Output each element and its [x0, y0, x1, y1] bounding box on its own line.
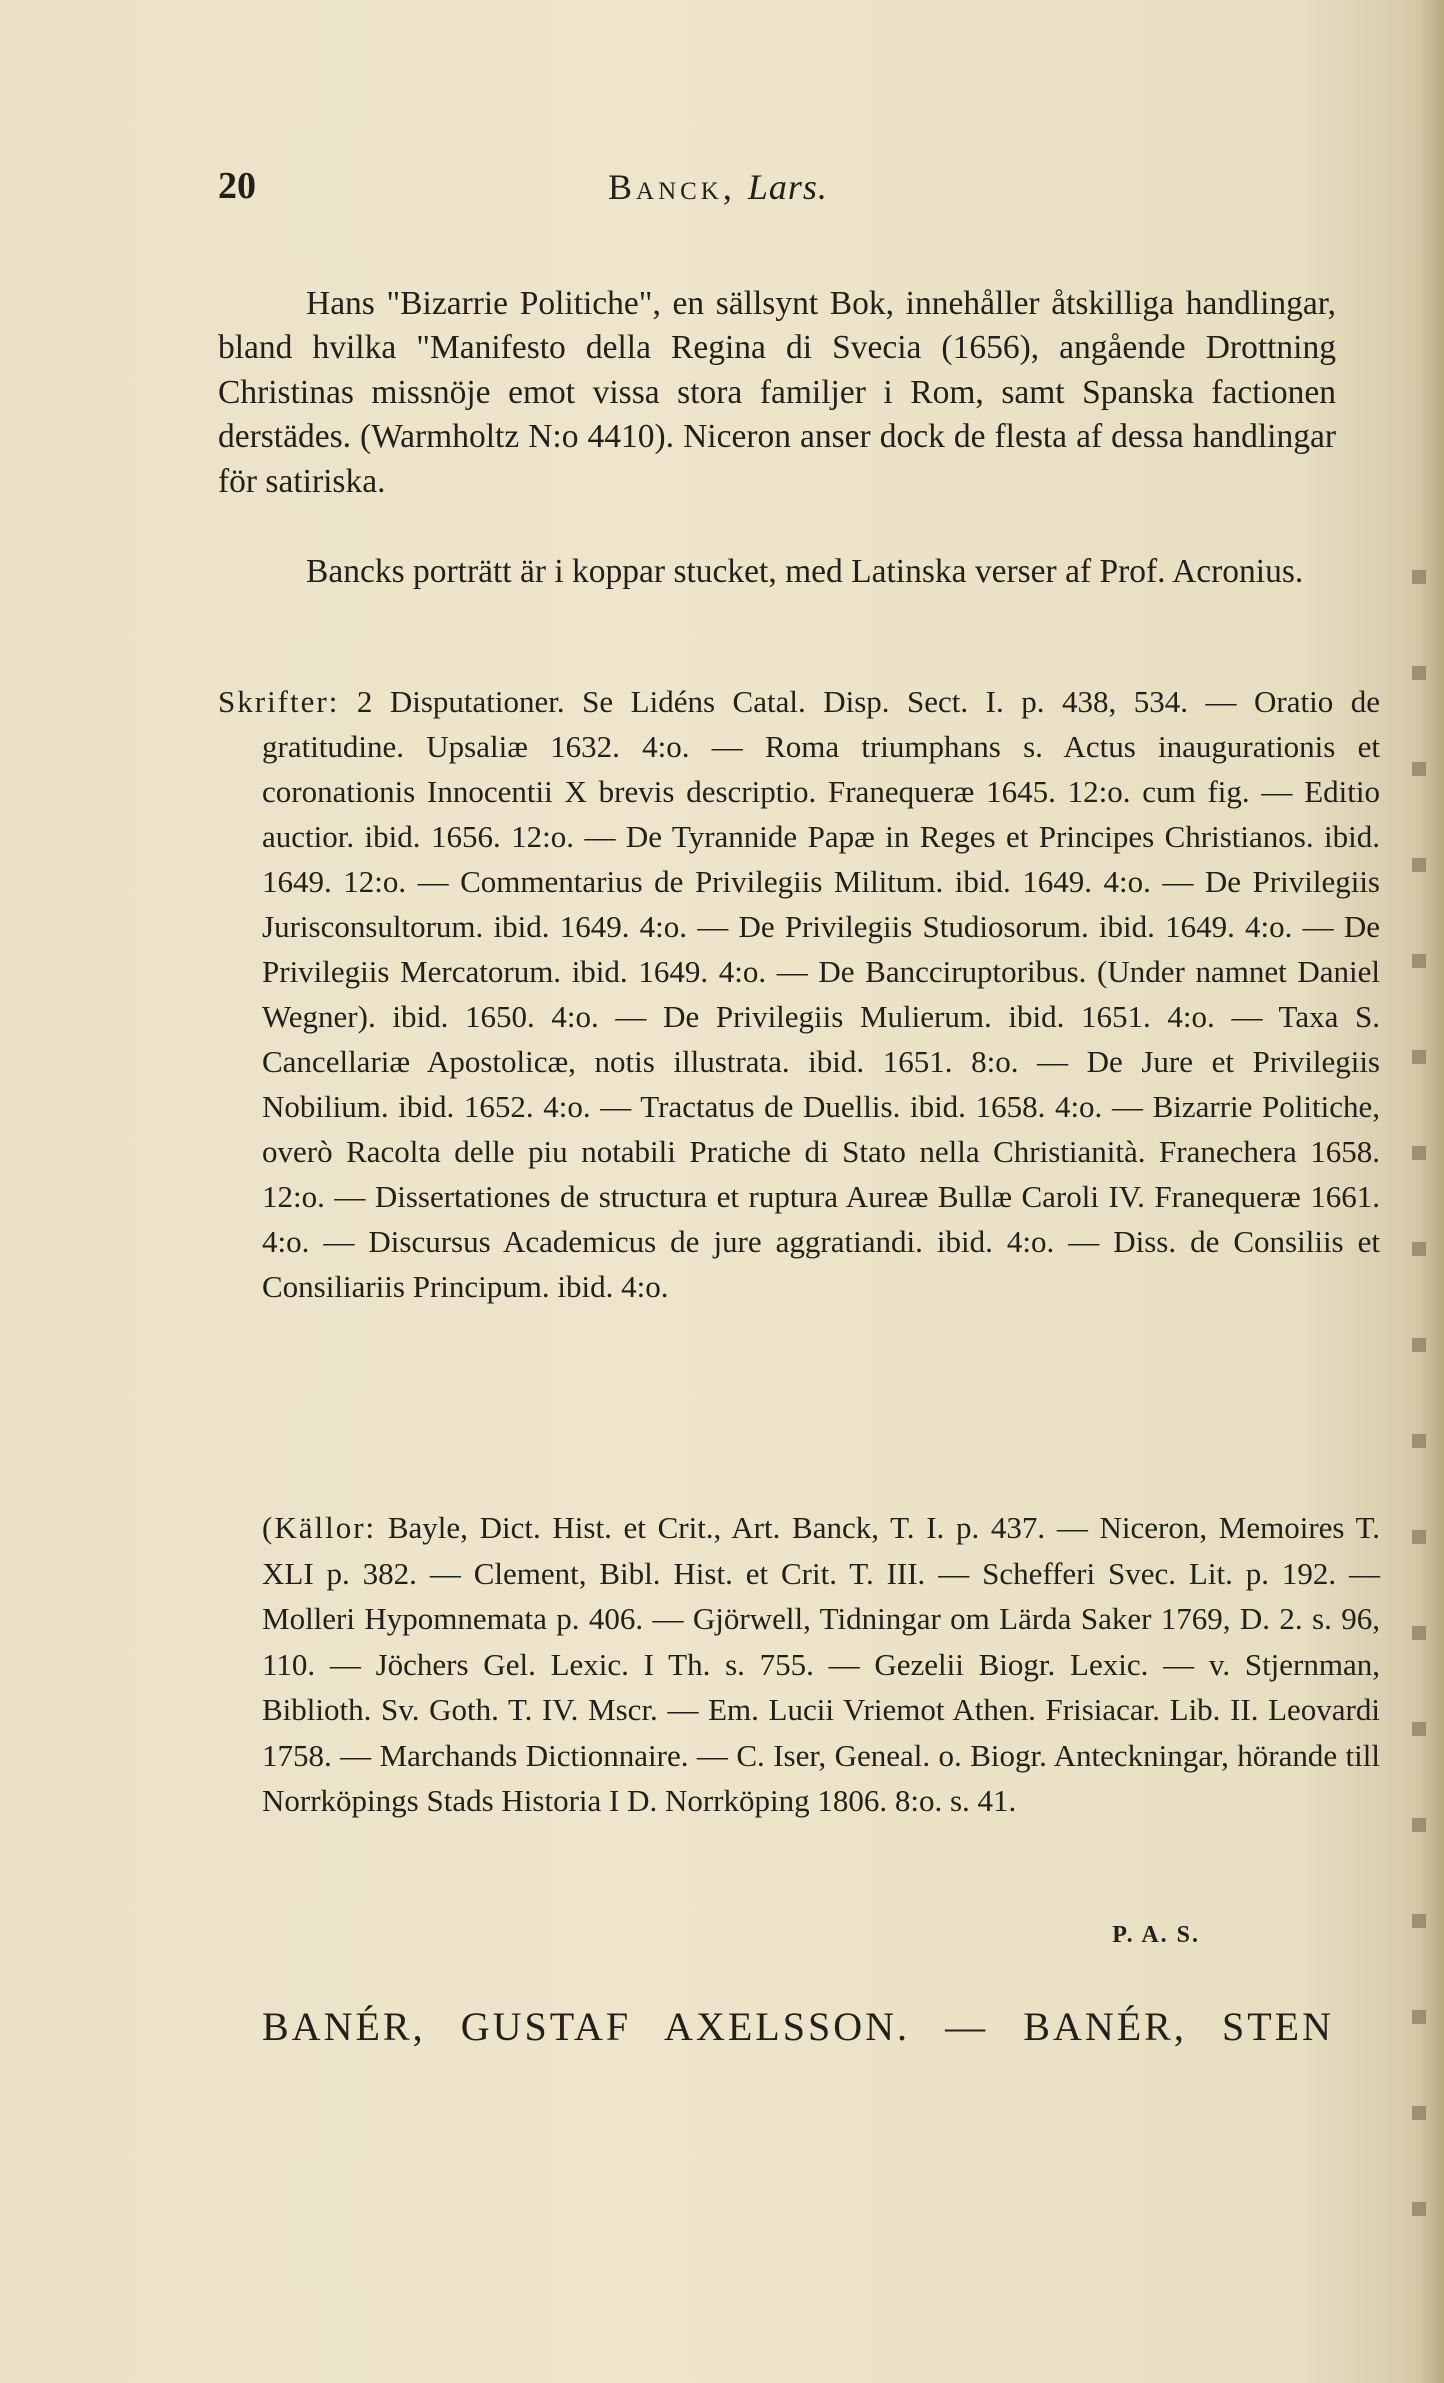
works-lead: Skrifter: [218, 684, 340, 719]
works-list [218, 679, 1380, 1309]
paragraph-portrait: Bancks porträtt är i koppar stucket, med Latinska verser af Prof. Acronius. [306, 552, 1304, 590]
bleed-through-margin [1412, 530, 1426, 2230]
author-signature: P. A. S. [1112, 1922, 1200, 1948]
running-head-surname: Banck, [608, 167, 736, 207]
paragraph-bizarrie: Hans "Bizarrie Politiche", en sällsynt Bok, innehåller åtskilliga handlingar, bland hvilka "Manifesto della Regina di Svecia (1656), angående Drottning Christinas missnöje emot vissa stora familjer i Rom, samt Spanska factionen derstädes. (Warmholtz N:o 4410). Niceron anser dock de flesta af dessa handlingar för satiriska. [218, 284, 1336, 500]
page-number: 20 [218, 165, 256, 207]
sources-list [218, 1505, 1380, 1824]
next-entry-heading: BANÉR, GUSTAF AXELSSON. — BANÉR, STEN [262, 2004, 1334, 2049]
running-head-given: Lars. [747, 167, 828, 207]
sources-lead: (Källor: [262, 1510, 377, 1545]
running-head [608, 166, 828, 208]
sources-text: Bayle, Dict. Hist. et Crit., Art. Banck, T. I. p. 437. — Niceron, Memoires T. XLI p. 382. — Clement, Bibl. Hist. et Crit. T. III. — Schefferi Svec. Lit. p. 192. — Molleri Hypomnemata p. 406. — Gjörwell, Tidningar om Lärda Saker 1769, D. 2. s. 96, 110. — Jöchers Gel. Lexic. I Th. s. 755. — Gezelii Biogr. Lexic. — v. Stjernman, Biblioth. Sv. Goth. T. IV. Mscr. — Em. Lucii Vriemot Athen. Frisiacar. Lib. II. Leovardi 1758. — Marchands Dictionnaire. — C. Iser, Geneal. o. Biogr. Anteckningar, hörande till Norrköpings Stads Historia I D. Norrköping 1806. 8:o. s. 41. [262, 1510, 1381, 1818]
page-header [218, 164, 1338, 224]
works-text: 2 Disputationer. Se Lidéns Catal. Disp. Sect. I. p. 438, 534. — Oratio de gratitudine. Upsaliæ 1632. 4:o. — Roma triumphans s. Actus inaugurationis et coronationis Innocentii X brevis descriptio. Franequeræ 1645. 12:o. cum fig. — Editio auctior. ibid. 1656. 12:o. — De Tyrannide Papæ in Reges et Principes Christianos. ibid. 1649. 12:o. — Commentarius de Privilegiis Militum. ibid. 1649. 4:o. — De Privilegiis Jurisconsultorum. ibid. 1649. 4:o. — De Privilegiis Studiosorum. ibid. 1649. 4:o. — De Privilegiis Mercatorum. ibid. 1649. 4:o. — De Bancciruptoribus. (Under namnet Daniel Wegner). ibid. 1650. 4:o. — De Privilegiis Mulierum. ibid. 1651. 4:o. — Taxa S. Cancellariæ Apostolicæ, notis illustrata. ibid. 1651. 8:o. — De Jure et Privilegiis Nobilium. ibid. 1652. 4:o. — Tractatus de Duellis. ibid. 1658. 4:o. — Bizarrie Politiche, overò Racolta delle piu notabili Pratiche di Stato nella Christianità. Franechera 1658. 12:o. — Dissertationes de structura et ruptura Aureæ Bullæ Caroli IV. Franequeræ 1661. 4:o. — Discursus Academicus de jure aggratiandi. ibid. 4:o. — Diss. de Consiliis et Consiliariis Principum. ibid. 4:o. [262, 684, 1380, 1304]
